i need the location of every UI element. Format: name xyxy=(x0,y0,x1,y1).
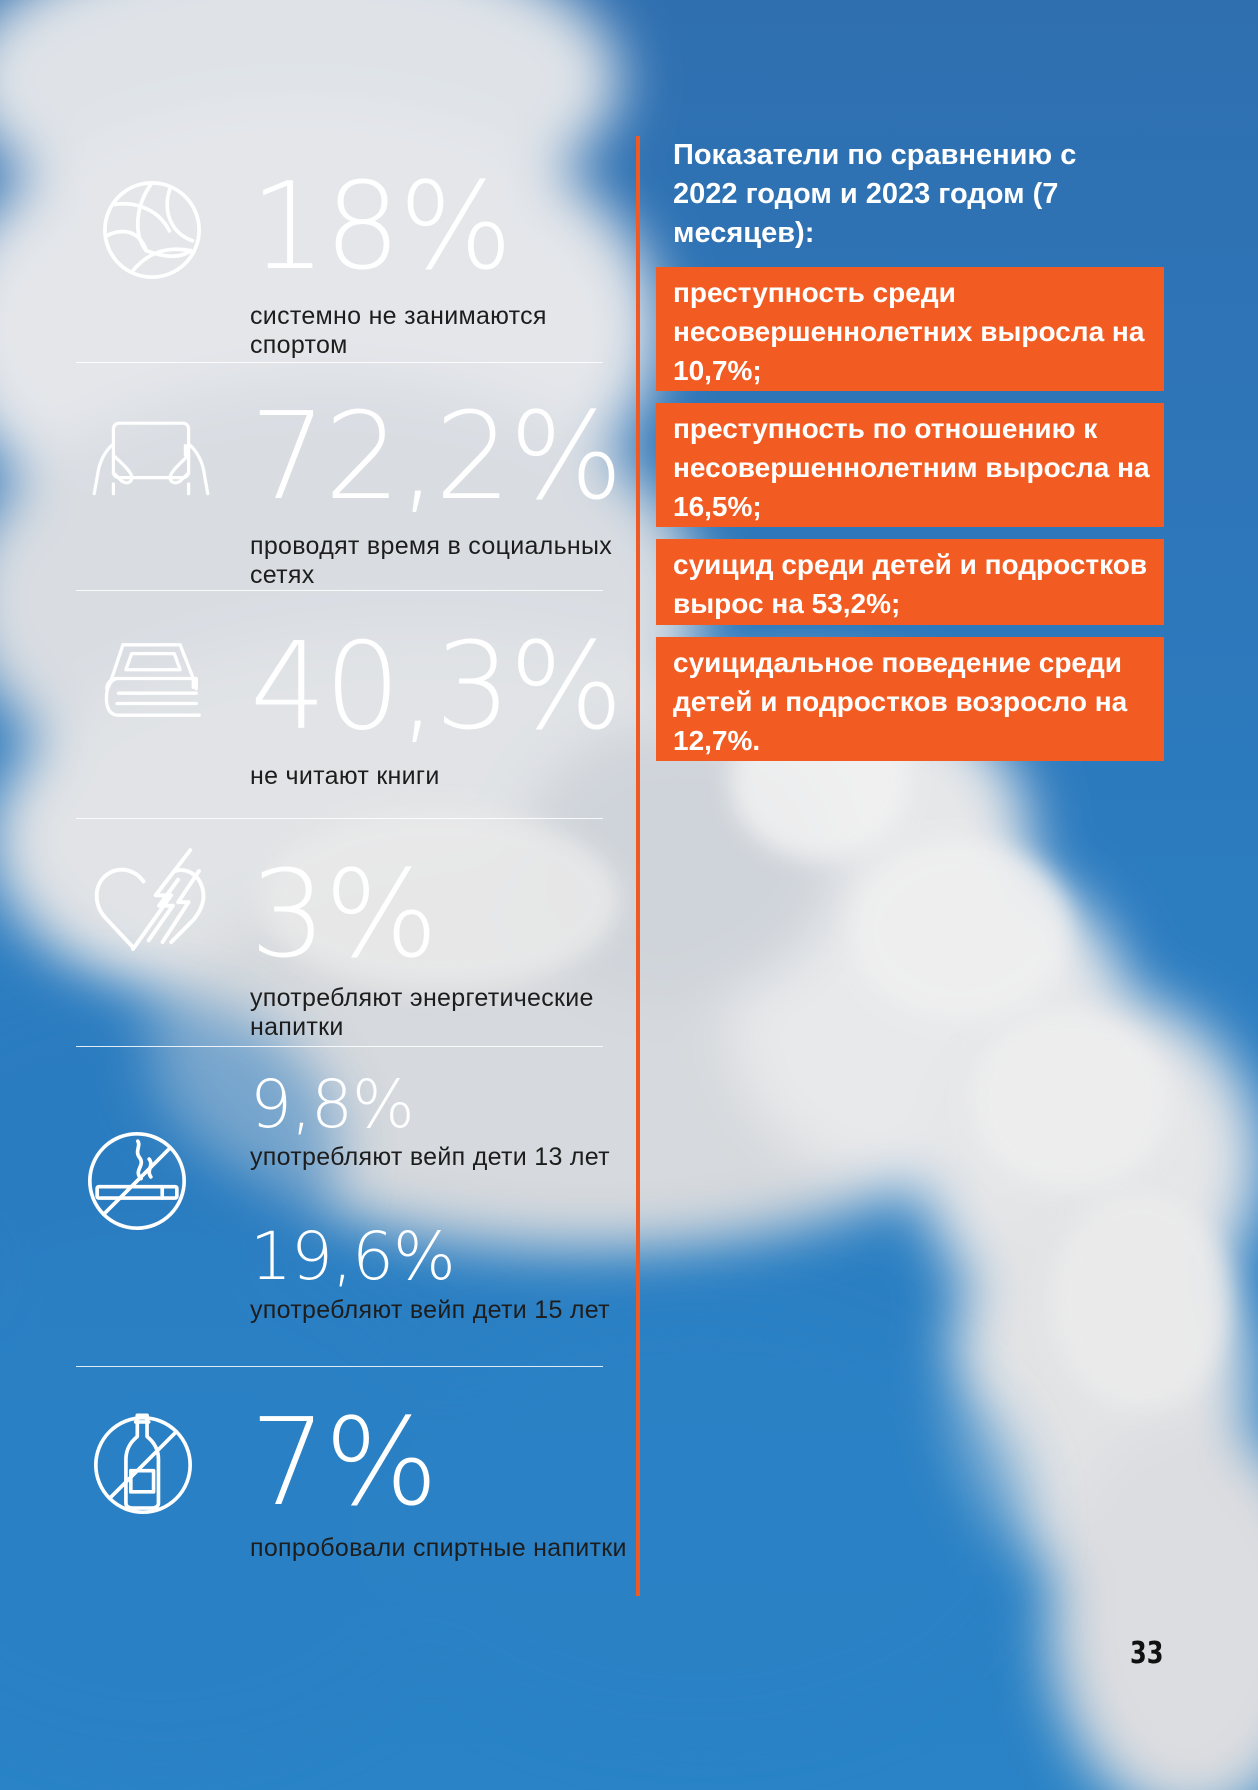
stat-books xyxy=(76,618,622,790)
divider xyxy=(76,1046,603,1047)
stat-value: 40,3% xyxy=(250,618,622,757)
stat-value: 72,2% xyxy=(250,388,622,527)
no-smoking-icon xyxy=(76,1120,198,1242)
stat-value: 9,8% xyxy=(250,1066,414,1143)
energy-drink-heart-icon xyxy=(88,840,218,980)
stat-caption: системно не занимаются спортом xyxy=(250,302,547,359)
stat-social-networks xyxy=(76,388,622,589)
divider xyxy=(76,1366,603,1367)
comparison-item: суицидальное поведение среди детей и подростков возросло на 12,7%. xyxy=(656,637,1164,761)
stat-value: 7% xyxy=(250,1394,437,1533)
stat-caption: употребляют энергетические напитки xyxy=(250,984,594,1041)
stat-value: 18% xyxy=(250,158,511,297)
page-number: 33 xyxy=(1130,1636,1164,1671)
comparison-item: суицид среди детей и подростков вырос на 53,2%; xyxy=(656,539,1164,625)
stat-value-secondary: 19,6% xyxy=(250,1218,455,1295)
accent-divider-line xyxy=(636,136,640,1596)
comparison-item: преступность по отношению к несовершеннолетним выросла на 16,5%; xyxy=(656,403,1164,527)
stat-sport xyxy=(76,158,603,359)
book-icon xyxy=(88,636,218,746)
comparison-heading: Показатели по сравнению с 2022 годом и 2023 годом (7 месяцев): xyxy=(673,139,1077,249)
stat-alcohol xyxy=(76,1394,627,1604)
no-alcohol-icon xyxy=(82,1404,204,1526)
stat-caption: употребляют вейп дети 13 лет xyxy=(250,1143,610,1171)
stat-energy-drinks xyxy=(76,846,603,1046)
volleyball-icon xyxy=(90,168,214,292)
stat-caption: попробовали спиртные напитки xyxy=(250,1534,627,1562)
divider xyxy=(76,818,603,819)
tablet-hands-icon xyxy=(76,412,226,532)
stat-vaping xyxy=(76,1066,610,1362)
divider xyxy=(76,590,603,591)
stat-value: 3% xyxy=(250,846,437,985)
stat-caption: не читают книги xyxy=(250,762,440,790)
stat-caption-secondary: употребляют вейп дети 15 лет xyxy=(250,1296,610,1324)
comparison-item: преступность среди несовершеннолетних выросла на 10,7%; xyxy=(656,267,1164,391)
stat-caption: проводят время в социальных сетях xyxy=(250,532,613,589)
divider xyxy=(76,362,603,363)
